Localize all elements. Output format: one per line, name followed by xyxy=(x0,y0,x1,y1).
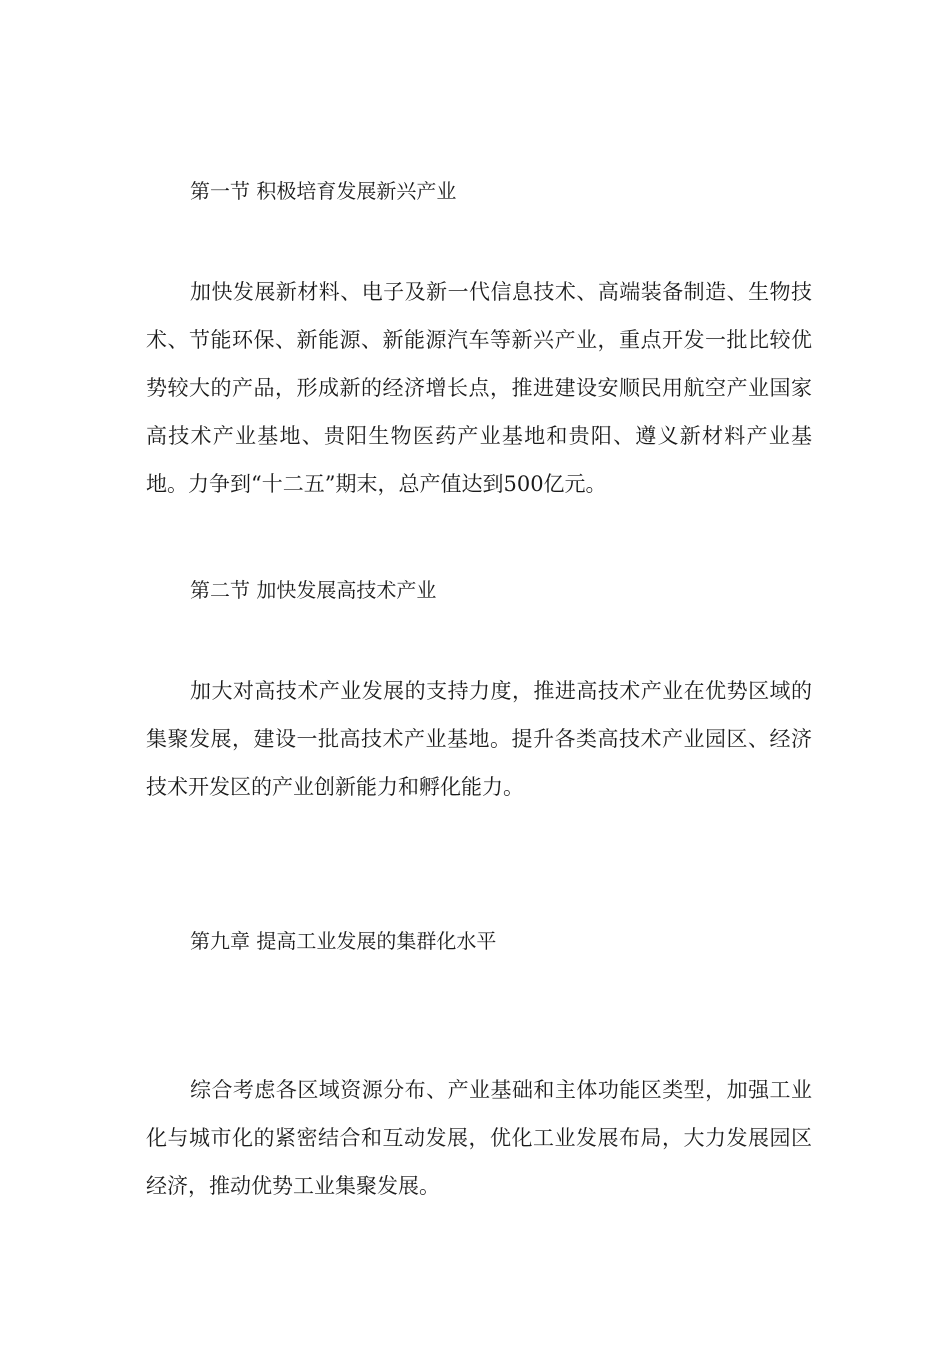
section-heading-2: 第二节 加快发展高技术产业 xyxy=(190,578,437,602)
section-body-2: 加大对高技术产业发展的支持力度，推进高技术产业在优势区域的集聚发展，建设一批高技术产业基地。提升各类高技术产业园区、经济技术开发区的产业创新能力和孵化能力。 xyxy=(146,679,812,799)
chapter-body: 综合考虑各区域资源分布、产业基础和主体功能区类型，加强工业化与城市化的紧密结合和互动发展，优化工业发展布局，大力发展园区经济，推动优势工业集聚发展。 xyxy=(146,1078,812,1198)
section-body-1: 加快发展新材料、电子及新一代信息技术、高端装备制造、生物技术、节能环保、新能源、新能源汽车等新兴产业，重点开发一批比较优势较大的产品，形成新的经济增长点，推进建设安顺民用航空产业国家高技术产业基地、贵阳生物医药产业基地和贵阳、遵义新材料产业基地。力争到“十二五”期末，总产值达到500亿元。 xyxy=(146,280,812,496)
section-heading-1: 第一节 积极培育发展新兴产业 xyxy=(190,179,457,203)
chapter-heading: 第九章 提高工业发展的集群化水平 xyxy=(190,929,497,953)
